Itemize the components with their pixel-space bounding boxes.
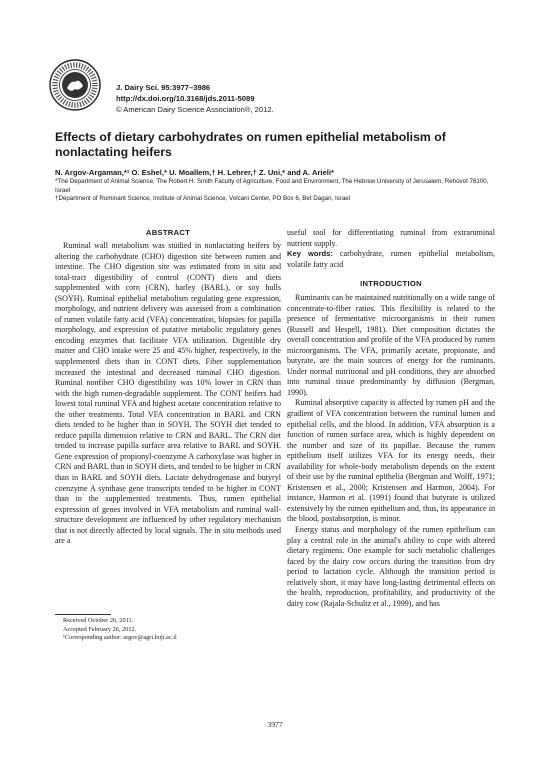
adsa-seal-logo — [48, 58, 102, 112]
copyright-line: © American Dairy Science Association®, 2012. — [116, 105, 274, 114]
affiliations — [55, 178, 505, 204]
page-number: 3977 — [267, 720, 283, 729]
author-list: N. Argov-Argaman,*¹ O. Eshel,* U. Moallem,† H. Lehrer,† Z. Uni,* and A. Arieli* — [55, 168, 334, 177]
journal-citation: J. Dairy Sci. 95:3977–3986 — [116, 83, 211, 92]
accepted-date: Accepted February 26, 2012. — [63, 625, 137, 633]
footnotes — [63, 617, 177, 643]
keywords-text: carbohydrate, rumen epithelial metabolism, volatile fatty acid — [287, 249, 495, 269]
doi-link[interactable]: http://dx.doi.org/10.3168/jds.2011-5089 — [116, 94, 255, 103]
introduction-heading: INTRODUCTION — [360, 279, 422, 288]
keywords-label: Key words: — [287, 249, 333, 258]
intro-paragraph-2: Ruminal absorptive capacity is affected by rumen pH and the gradient of VFA concentration between the ruminal lumen and epithelial cells, and the blood. In addition, VFA absorption is a function of rumen surface area, which is highly dependent on the number and size of its papillae. Because the rumen epithelium itself utilizes VFA for its energy needs, their availability for whole-body metabolism depends on the extent of their use by the ruminal epithelia (Bergman and Wolff, 1971; Kristensen et al., 2000; Kristensen and Harmon, 2004). For instance, Harmon et al. (1991) found that butyrate is utilized extensively by the rumen epithelium and, thus, its appearance in the blood, postabsorption, is minor. — [287, 398, 495, 524]
abstract-continuation: useful tool for differentiating ruminal from extraruminal nutrient supply. — [287, 228, 495, 248]
abstract-heading: ABSTRACT — [145, 228, 191, 237]
intro-paragraph-1: Ruminants can be maintained nutritionally on a wide range of concentrate-to-fiber ratios. This flexibility is related to the presence of fermentative microorganisms in their rumen (Russell and Hespell, 1981). Diet composition dictates the overall concentration and profile of the VFA produced by rumen microorganisms. The VFA, primarily acetate, propionate, and butyrate, are the main sources of energy for the ruminants. Under normal nutritional and pH conditions, they are absorbed into ruminal tissue predominantly by diffusion (Bergman, 1990). — [287, 293, 495, 397]
keywords — [287, 249, 495, 270]
footnote-rule — [55, 614, 111, 615]
introduction-body — [287, 293, 495, 609]
journal-info — [116, 82, 274, 115]
corresponding-author: ¹Corresponding author: argov@agri.huji.ac.il — [63, 634, 177, 642]
article-title: Effects of dietary carbohydrates on rumen epithelial metabolism of nonlactating heifers — [55, 130, 446, 159]
affiliation-1: *The Department of Animal Science, The Robert H. Smith Faculty of Agriculture, Food and Environment, The Hebrew University of Jerusalem, Rehovot 76100, Israel — [55, 178, 489, 194]
received-date: Received October 26, 2011. — [63, 617, 134, 624]
abstract-text: Ruminal wall metabolism was studied in nonlactating heifers by altering the carbohydrate (CHO) digestion site between rumen and intestine. The CHO digestion site was estimated from in situ and total-tract digestibility of control (CONT) diets and diets supplemented with corn (CRN), barley (BARL), or soy hulls (SOYH). Ruminal epithelial metabolism regulating gene expression, morphology, and nutrient delivery was assessed from a combination of rumen volatile fatty acid (VFA) concentration, biopsies for papilla morphology, and expression of putative metabolic regulatory genes encoding enzymes that facilitate VFA utilization. Digestible dry matter and CHO intake were 25 and 45% higher, respectively, in the supplemented diets than in CONT diets. Fiber supplementation increased the intestinal and decreased ruminal CHO digestion. Ruminal nonfiber CHO digestibility was 10% lower in CRN than with the high rumen-degradable supplement. The CONT heifers had lowest total ruminal VFA and highest acetate concentration relative to the other treatments. Total VFA concentration in BARL and CRN diets tended to be higher than in SOYH. The SOYH diet tended to reduce papilla dimension relative to CRN and BARL. The CRN diet tended to increase papilla surface area relative to BARL and SOYH. Gene expression of propionyl-coenzyme A carboxylase was higher in CRN and BARL than in SOYH diets, and tended to be higher in CRN than in BARL and SOYH diets. Lactate dehydrogenase and butyryl coenzyme A synthase gene transcripts tended to be higher in CONT than in the supplemented treatments. Thus, rumen epithelial expression of genes involved in VFA metabolism and ruminal wall-structure development are influenced by other regulatory mechanism that is not directly affected by local signals. The in situ methods used are a — [55, 241, 281, 546]
affiliation-2: †Department of Ruminant Science, Institute of Animal Science, Volcani Center, PO Box 6, Bet Dagan, Israel — [55, 195, 351, 203]
intro-paragraph-3: Energy status and morphology of the rumen epithelium can play a central role in the animal's ability to cope with altered dietary regimens. One example for such metabolic challenges faced by the dairy cow occurs during the transition from dry period to lactation cycle. Although the transition period is relatively short, it may have long-lasting detrimental effects on the health, reproduction, profitability, and productivity of the dairy cow (Rajala-Schultz et al., 1999), and has — [287, 525, 495, 608]
